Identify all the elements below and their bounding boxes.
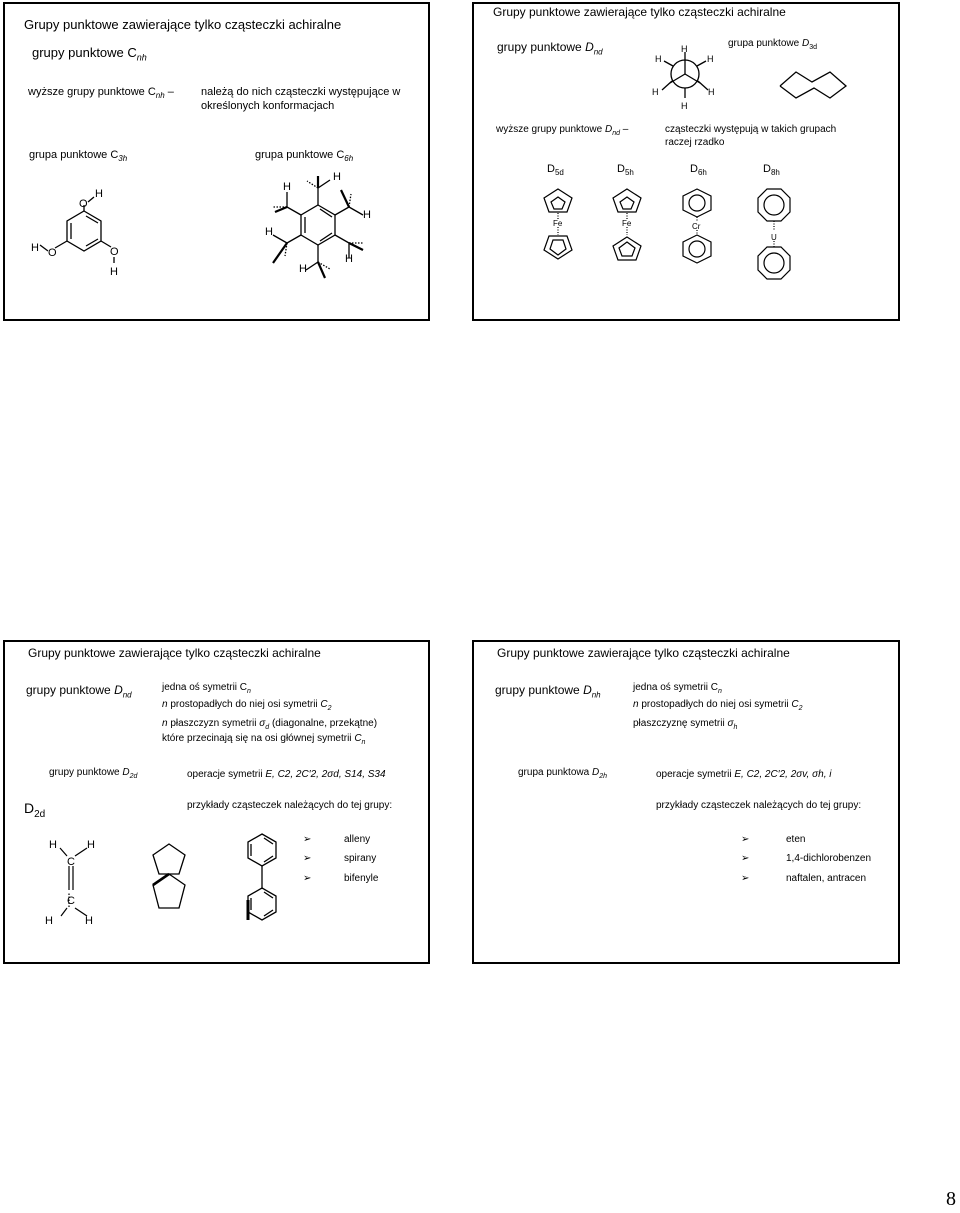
dibenzene-chromium-diagram xyxy=(677,185,717,267)
allene-c-1: C xyxy=(67,856,75,868)
slide1-desc-line1: należą do nich cząsteczki występujące w xyxy=(201,86,401,98)
atom-o-right: O xyxy=(110,246,119,258)
allene-h-4: H xyxy=(85,915,93,927)
slide4-example-2: 1,4-dichlorobenzen xyxy=(786,853,872,864)
slide4-axis-line: jedna oś symetrii $C_n$ xyxy=(633,682,722,695)
ferrocene-staggered-diagram xyxy=(538,185,578,265)
slide1-subtitle: grupy punktowe $C_{nh}$ xyxy=(32,45,147,63)
slide3-intersect-line: które przecinają się na osi głównej symetrii $C_n$ xyxy=(162,733,366,746)
c3h-molecule-diagram xyxy=(28,185,138,285)
slide4-example-3: naftalen, antracen xyxy=(786,873,867,884)
slide3-subtitle: grupy punktowe $D_{nd}$ xyxy=(26,683,132,700)
newman-projection-diagram xyxy=(650,46,720,116)
slide2-group-d3d: grupa punktowe $D_{3d}$ xyxy=(728,38,817,51)
slide4-plane-line: płaszczyznę symetrii $\sigma_h$ xyxy=(633,718,738,731)
slide3-big-label: $D_{2d}$ xyxy=(24,800,46,820)
newman-h-bottom: H xyxy=(681,101,688,111)
allene-h-2: H xyxy=(87,839,95,851)
slide4-perp-axes-line: n prostopadłych do niej osi symetrii $C_2$ xyxy=(633,699,803,712)
uranocene-diagram xyxy=(754,185,794,285)
slide4-bullet-1: ➢ xyxy=(741,834,750,845)
slide3-planes-line: n płaszczyzn symetrii $\sigma_d$ (diagonalne, przekątne) xyxy=(162,718,378,731)
slide2-desc-line1: cząsteczki występują w takich grupach xyxy=(665,124,837,135)
slide4-subtitle: grupy punktowe $D_{nh}$ xyxy=(495,683,601,700)
slide1-higher-label: wyższe grupy punktowe $C_{nh}$ – xyxy=(28,86,174,101)
slide2-subtitle: grupy punktowe $D_{nd}$ xyxy=(497,40,603,57)
newman-h-br: H xyxy=(708,87,715,97)
slide2-higher-label: wyższe grupy punktowe $D_{nd}$ – xyxy=(496,124,629,137)
slide1-desc-line2: określonych konformacjach xyxy=(201,100,335,112)
slide3-example-3: bifenyle xyxy=(344,873,379,884)
newman-h-bl: H xyxy=(652,87,659,97)
newman-h-right: H xyxy=(707,54,714,64)
slide4-examples-label: przykłady cząsteczek należących do tej grupy: xyxy=(656,800,862,811)
slide3-bullet-3: ➢ xyxy=(303,873,312,884)
metal-fe-1: Fe xyxy=(553,219,563,228)
newman-h-top: H xyxy=(681,44,688,54)
allene-c-2: C xyxy=(67,895,75,907)
slide3-examples-label: przykłady cząsteczek należących do tej grupy: xyxy=(187,800,393,811)
slide1-title: Grupy punktowe zawierające tylko cząsteczki achiralne xyxy=(24,17,342,32)
slide4-title: Grupy punktowe zawierające tylko cząsteczki achiralne xyxy=(497,646,790,660)
slide3-bullet-2: ➢ xyxy=(303,853,312,864)
c6h-molecule-diagram xyxy=(255,168,380,283)
atom-h-5: H xyxy=(345,253,353,265)
slide4-bullet-2: ➢ xyxy=(741,853,750,864)
cyclohexane-chair-diagram xyxy=(778,68,848,104)
slide3-perp-axes-line: n prostopadłych do niej osi symetrii $C_2$ xyxy=(162,699,332,712)
slide3-example-2: spirany xyxy=(344,853,377,864)
slide4-operations: operacje symetrii E, C2, 2C′2, 2σv, σh, i xyxy=(656,769,832,780)
slide1-group-c6h: grupa punktowe $C_{6h}$ xyxy=(255,149,354,164)
slide3-example-1: alleny xyxy=(344,834,371,845)
atom-h-6: H xyxy=(363,209,371,221)
slide3-axis-line: jedna oś symetrii $C_n$ xyxy=(162,682,251,695)
allene-diagram xyxy=(32,830,107,930)
allene-h-1: H xyxy=(49,839,57,851)
allene-h-3: H xyxy=(45,915,53,927)
slide4-example-1: eten xyxy=(786,834,806,845)
atom-h-right: H xyxy=(110,266,118,278)
slide4-bullet-3: ➢ xyxy=(741,873,750,884)
atom-h-left: H xyxy=(31,242,39,254)
metal-u: U xyxy=(771,233,777,242)
slide2-title: Grupy punktowe zawierające tylko cząsteczki achiralne xyxy=(493,5,786,19)
biphenyl-diagram xyxy=(240,830,285,930)
atom-h-1: H xyxy=(333,171,341,183)
slide3-bullet-1: ➢ xyxy=(303,834,312,845)
metal-cr: Cr xyxy=(692,222,701,231)
slide3-title: Grupy punktowe zawierające tylko cząsteczki achiralne xyxy=(28,646,321,660)
atom-h-4: H xyxy=(299,263,307,275)
slide2-desc-line2: raczej rzadko xyxy=(665,137,725,148)
slide2-group-d5d: $D_{5d}$ xyxy=(547,163,564,178)
atom-o-left: O xyxy=(48,247,57,259)
slide3-group-d2d: grupy punktowe $D_{2d}$ xyxy=(49,767,138,780)
slide1-group-c3h: grupa punktowe $C_{3h}$ xyxy=(29,149,128,164)
page-number: 8 xyxy=(946,1188,956,1210)
metal-fe-2: Fe xyxy=(622,219,632,228)
slide4-group-d2h: grupa punktowa $D_{2h}$ xyxy=(518,767,607,780)
slide2-group-d6h: $D_{6h}$ xyxy=(690,163,707,178)
newman-h-left: H xyxy=(655,54,662,64)
spirane-diagram xyxy=(145,842,195,917)
atom-h-2: H xyxy=(283,181,291,193)
ferrocene-eclipsed-diagram xyxy=(607,185,647,265)
atom-o-top: O xyxy=(79,198,88,210)
slide2-group-d5h: $D_{5h}$ xyxy=(617,163,634,178)
atom-h-3: H xyxy=(265,226,273,238)
slide2-group-d8h: $D_{8h}$ xyxy=(763,163,780,178)
atom-h-top: H xyxy=(95,188,103,200)
slide3-operations: operacje symetrii E, C2, 2C′2, 2σd, S14, S34 xyxy=(187,769,386,780)
